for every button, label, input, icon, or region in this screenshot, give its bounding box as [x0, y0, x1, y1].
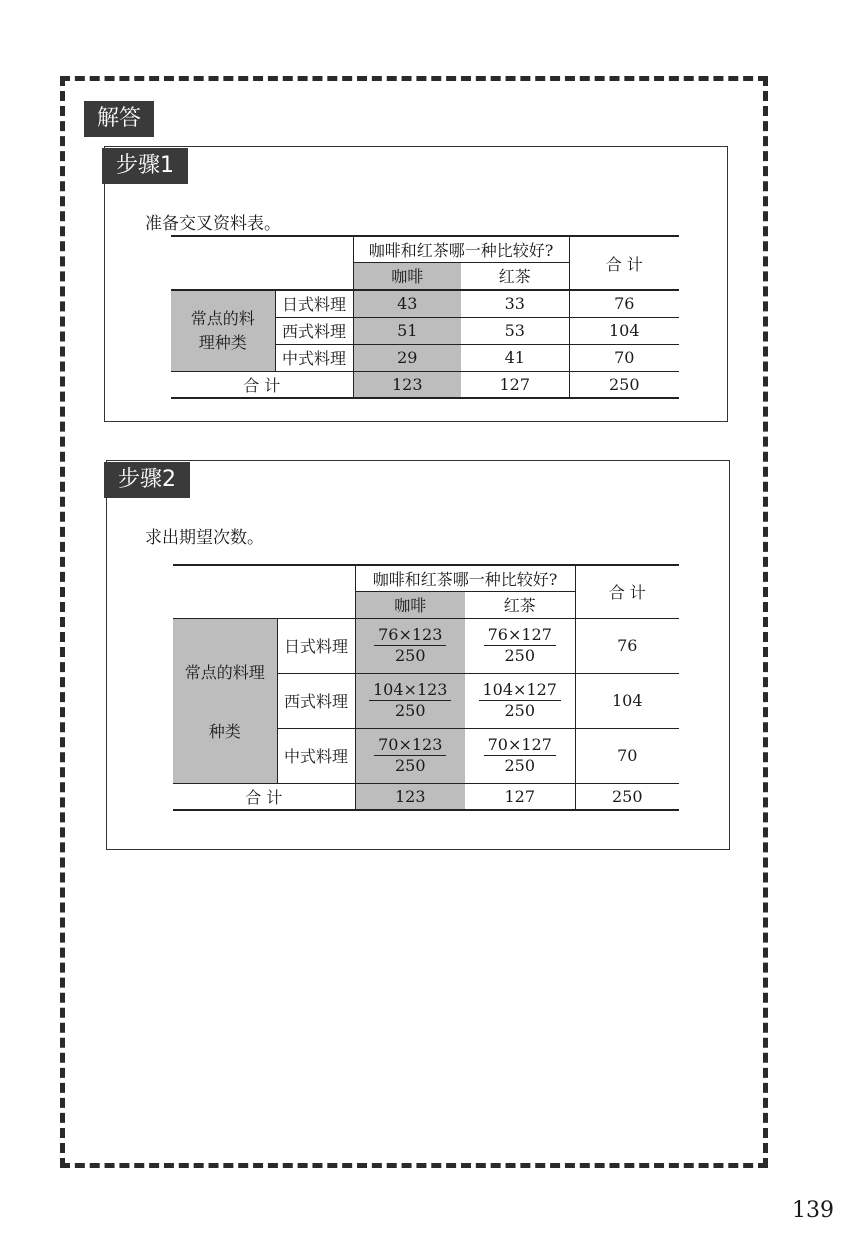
step2-coffee-header: 咖啡: [355, 591, 465, 618]
fraction-numerator: 104×123: [369, 680, 451, 701]
row-label: 西式料理: [277, 673, 355, 728]
fraction-denominator: 250: [394, 646, 426, 665]
cell-total: 70: [575, 728, 679, 783]
row-label: 日式料理: [277, 618, 355, 673]
step2-question: 咖啡和红茶哪一种比较好?: [355, 565, 575, 591]
cell-total: 104: [575, 673, 679, 728]
fraction-denominator: 250: [504, 646, 536, 665]
fraction-denominator: 250: [394, 756, 426, 775]
cell-total: 76: [569, 290, 679, 317]
cell-coffee: 43: [353, 290, 461, 317]
fraction-denominator: 250: [504, 756, 536, 775]
total-tea: 127: [504, 786, 536, 806]
total-label: 合 计: [173, 783, 355, 810]
page-number: 139: [792, 1198, 834, 1223]
row-group-line2: 种类: [208, 721, 241, 741]
step1-label: 步骤1: [102, 148, 188, 184]
answer-label: 解答: [84, 101, 154, 137]
fraction-numerator: 70×127: [484, 735, 556, 756]
row-label: 中式料理: [275, 344, 353, 371]
cell-tea: 33: [504, 294, 525, 314]
fraction: [484, 625, 556, 666]
step2-total-header: 合 计: [575, 565, 679, 618]
fraction: [479, 680, 561, 721]
fraction: [374, 625, 446, 666]
step1-total-header: 合 计: [569, 236, 679, 290]
fraction-numerator: 76×123: [374, 625, 446, 646]
total-grand: 250: [569, 371, 679, 398]
cell-total: 104: [569, 317, 679, 344]
step2-text: 求出期望次数。: [145, 528, 264, 548]
cell-total: 76: [575, 618, 679, 673]
step2-tea-header: 红茶: [503, 596, 536, 615]
fraction-numerator: 76×127: [484, 625, 556, 646]
fraction-denominator: 250: [504, 701, 536, 720]
cell-total: 70: [569, 344, 679, 371]
step2-label: 步骤2: [104, 462, 190, 498]
step1-coffee-header: 咖啡: [353, 262, 461, 290]
fraction-numerator: 104×127: [479, 680, 561, 701]
row-label: 中式料理: [277, 728, 355, 783]
row-label: 西式料理: [275, 317, 353, 344]
total-tea: 127: [499, 374, 531, 394]
cell-tea: 53: [504, 321, 525, 340]
step1-text: 准备交叉资料表。: [145, 214, 281, 234]
step2-box: [106, 460, 730, 850]
fraction: [374, 735, 446, 776]
table-row: [171, 290, 679, 317]
row-label: 日式料理: [275, 290, 353, 317]
cell-tea: 41: [504, 348, 525, 367]
row-group-line1: 常点的料理: [184, 662, 265, 682]
total-label: 合 计: [171, 371, 353, 398]
step1-tea-header: 红茶: [498, 267, 531, 287]
total-coffee: 123: [353, 371, 461, 398]
cell-coffee: 51: [353, 317, 461, 344]
step1-box: [104, 146, 728, 422]
fraction-denominator: 250: [394, 701, 426, 720]
total-coffee: 123: [355, 783, 465, 810]
step1-question: 咖啡和红茶哪一种比较好?: [353, 236, 569, 262]
total-row: [173, 783, 679, 810]
cell-coffee: 29: [353, 344, 461, 371]
fraction: [484, 735, 556, 776]
step1-row-group: 常点的料理种类: [171, 290, 275, 371]
fraction: [369, 680, 451, 721]
fraction-numerator: 70×123: [374, 735, 446, 756]
total-row: [171, 371, 679, 398]
step1-table: [171, 235, 679, 399]
step2-table: [173, 564, 679, 811]
table-row: [173, 618, 679, 673]
total-grand: 250: [575, 783, 679, 810]
step2-row-group: [173, 618, 277, 783]
